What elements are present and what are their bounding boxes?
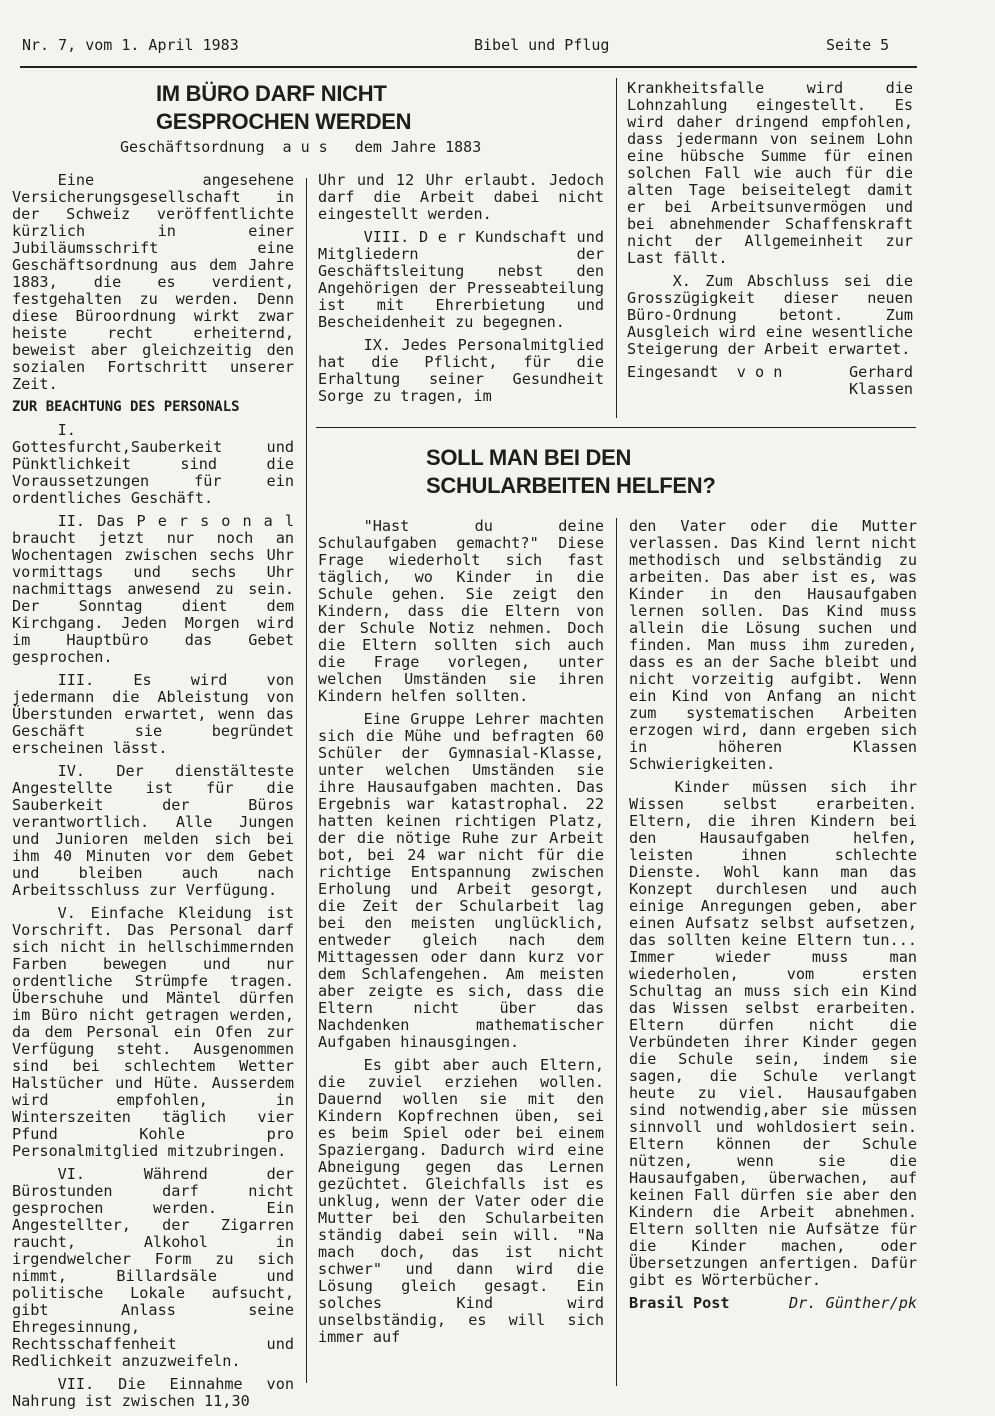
article2-headline (426, 444, 715, 500)
rule-10: X. Zum Abschluss sei die Grosszügigkeit dieser neuen Büro-Ordnung betont. Zum Ausgleich wird eine wesentliche Steigerung der Arbeit erwartet. (627, 272, 913, 358)
rule-6: VI. Während der Bürostunden darf nicht gesprochen werden. Ein Angestellter, der Zigarren raucht, Alkohol in irgendwelcher Form zu sich nimmt, Billardsäle und politische Lokale aufsucht, gibt Anlass seine Ehregesinnung, Rechtsschaffenheit und Redlichkeit anzuzweifeln. (12, 1165, 294, 1370)
rule-5: V. Einfache Kleidung ist Vorschrift. Das Personal darf sich nicht in hellschimmernden Farben bewegen und nur ordentliche Strümpfe tragen. Überschuhe und Mäntel dürfen im Büro nicht getragen werden, da dem Personal ein Ofen zur Verfügung steht. Ausgenommen sind bei schlechtem Wetter Halstücher und Hüte. Ausserdem wird empfohlen, in Winterszeiten täglich vier Pfund Kohle pro Personalmitglied mitzubringen. (12, 904, 294, 1160)
article1-column-2 (318, 172, 604, 411)
article1-column-1 (12, 172, 294, 1416)
author-first-name: Gerhard (848, 363, 913, 381)
article1-title-line1: IM BÜRO DARF NICHT (156, 81, 387, 106)
source-name: Brasil Post (629, 1294, 730, 1312)
article2-title-line1: SOLL MAN BEI DEN (426, 445, 632, 470)
article1-headline (156, 80, 411, 136)
article2-paragraph-5: Kinder müssen sich ihr Wissen selbst erarbeiten. Eltern, die ihren Kindern bei den Hausaufgaben helfen, leisten ihnen schlechte Dienste. Wohl kann man das Konzept durchlesen und auch einige Anregungen geben, aber einen Aufsatz selbst aufsetzen, das sollten keine Eltern tun... Immer wieder muss man wiederholen, vom ersten Schultag an muss sich ein Kind das Wissen selbst erarbeiten. Eltern dürfen nicht die Verbündeten ihrer Kinder gegen die Schule sein, indem sie sagen, die Schule verlangt heute zu viel. Hausaufgaben sind notwendig,aber sie müssen sinnvoll und wohldosiert sein. Eltern können der Schule nützen, wenn sie die Hausaufgaben, überwachen, auf keinen Fall dürfen sie aber den Kindern die Arbeit abnehmen. Eltern sollten nie Aufsätze für die Kinder machen, oder Übersetzungen anfertigen. Dafür gibt es Wörterbücher. (629, 778, 917, 1289)
article1-intro: Eine angesehene Versicherungsgesellschaft in der Schweiz veröffentlichte kürzlich in einer Jubiläumsschrift eine Geschäftsordnung aus dem Jahre 1883, die es verdient, festgehalten zu werden. Denn diese Büroordnung wirkt zwar heiste recht erheiternd, beweist aber gleichzeitig den sozialen Fortschritt unserer Zeit. (12, 171, 294, 393)
rule-3: III. Es wird von jedermann die Ableistung von Überstunden erwartet, wenn das Geschäft sie begründet erscheinen lässt. (12, 671, 294, 757)
article1-subtitle: Geschäftsordnung a u s dem Jahre 1883 (120, 138, 482, 156)
article2-paragraph-3: Es gibt aber auch Eltern, die zuviel erziehen wollen. Dauernd wollen sie mit den Kindern Kopfrechnen üben, sei es beim Spiel oder bei einem Spaziergang. Dadurch wird eine Abneigung gegen das Lernen gezüchtet. Gleichfalls ist es unklug, wenn der Vater oder die Mutter bei den Schularbeiten ständig dabei sein will. "Na mach doch, das ist nicht schwer" und dann wird die Lösung gleich gesagt. Ein solches Kind wird unselbständig, es will sich immer auf (318, 1056, 604, 1346)
rule-1: I. Gottesfurcht,Sauberkeit und Pünktlichkeit sind die Voraussetzungen für ein ordentliches Geschäft. (12, 421, 294, 507)
article2-column-3 (629, 518, 917, 1312)
issue-info: Nr. 7, vom 1. April 1983 (22, 36, 239, 54)
rule-9: IX. Jedes Personalmitglied hat die Pflicht, für die Erhaltung seiner Gesundheit Sorge zu tragen, im (318, 336, 604, 405)
article1-column-3 (627, 80, 913, 398)
rule-7: VII. Die Einnahme von Nahrung ist zwischen 11,30 (12, 1375, 294, 1410)
rule-8: VIII. D e r Kundschaft und Mitgliedern der Geschäftsleitung nebst den Angehörigen der Presseabteilung ist mit Ehrerbietung und Bescheidenheit zu begegnen. (318, 228, 604, 331)
author-signature: Dr. Günther/pk (788, 1294, 917, 1312)
rule-9-continued: Krankheitsfalle wird die Lohnzahlung eingestellt. Es wird daher dringend empfohlen, dass jedermann von seinem Lohn eine hübsche Summe für einen solchen Fall wie auch für die alten Tage beiseitelegt damit er bei Arbeitsunvermögen und bei abnehmender Schaffenskraft nicht der Allgemeinheit zur Last fällt. (627, 79, 913, 267)
column-divider-1 (306, 178, 307, 1383)
publication-title: Bibel und Pflug (474, 36, 610, 54)
header-rule (20, 66, 917, 68)
rule-7-continued: Uhr und 12 Uhr erlaubt. Jedoch darf die Arbeit dabei nicht eingestellt werden. (318, 171, 604, 223)
article2-title-line2: SCHULARBEITEN HELFEN? (426, 473, 716, 498)
article2-paragraph-1: "Hast du deine Schulaufgaben gemacht?" Diese Frage wiederholt sich fast täglich, wo Kinder in die Schule gehen. Sie zeigt den Kindern, dass die Eltern von der Schule Notiz nehmen. Doch die Eltern sollten sich auch die Frage vorlegen, unter welchen Umständen sie ihren Kindern helfen sollten. (318, 517, 604, 705)
article2-sign-off (629, 1295, 917, 1312)
article1-title-line2: GESPROCHEN WERDEN (156, 109, 412, 134)
column-divider-2-bottom (616, 518, 617, 1386)
section-heading: ZUR BEACHTUNG DES PERSONALS (12, 399, 240, 415)
article2-paragraph-2: Eine Gruppe Lehrer machten sich die Mühe und befragten 60 Schüler der Gymnasial-Klasse, unter welchen Umständen sie ihre Hausaufgaben machten. Das Ergebnis war katastrophal. 22 hatten keinen richtigen Platz, der die nötige Ruhe zur Arbeit bot, bei 24 war nicht für die richtige Entspannung zwischen Erholung und Arbeit gesorgt, die Zeit der Schularbeit lag bei den meisten unglücklich, entweder gleich nach dem Mittagessen oder dann kurz vor dem Schlafengehen. Am meisten aber zeigte es sich, dass die Eltern nicht über das Nachdenken mathematischer Aufgaben hinausgingen. (318, 710, 604, 1051)
page-number: Seite 5 (826, 36, 890, 54)
article2-paragraph-4: den Vater oder die Mutter verlassen. Das Kind lernt nicht methodisch und selbständig zu arbeiten. Das aber ist es, was Kinder in den Hausaufgaben lernen sollen. Das Kind muss allein die Lösung suchen und finden. Man muss ihm zureden, dass es an der Sache bleibt und nicht vorzeitig aufgibt. Wenn ein Kind von Anfang an nicht zum systematischen Arbeiten erzogen wird, dann ergeben sich in höheren Klassen Schwierigkeiten. (629, 517, 917, 773)
column-divider-2-top (616, 78, 617, 418)
rule-2: II. Das P e r s o n a l braucht jetzt nur noch an Wochentagen zwischen sechs Uhr vormittags und sechs Uhr nachmittags anwesend zu sein. Der Sonntag dient dem Kirchgang. Jeden Morgen wird im Hauptbüro das Gebet gesprochen. (12, 512, 294, 666)
article1-sign-off (627, 364, 913, 381)
submitted-by: Eingesandt v o n (627, 363, 783, 381)
author-last-name: Klassen (848, 380, 913, 398)
article-divider (316, 427, 916, 428)
article2-column-2 (318, 518, 604, 1352)
rule-4: IV. Der dienstälteste Angestellte ist für die Sauberkeit der Büros verantwortlich. Alle Jungen und Junioren melden sich bei ihm 40 Minuten vor dem Gebet und bleiben auch nach Arbeitsschluss zur Verfügung. (12, 762, 294, 899)
